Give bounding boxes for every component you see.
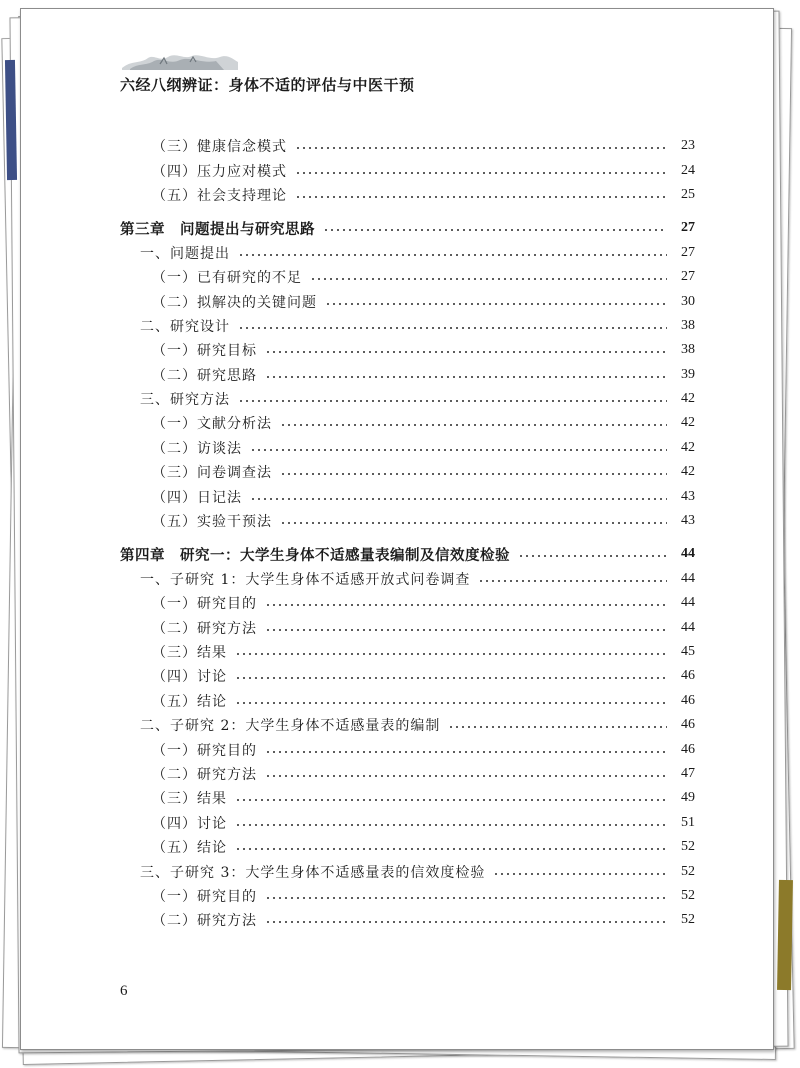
toc-subsection-entry xyxy=(120,183,695,207)
toc-section-entry xyxy=(120,567,695,591)
toc-entry-page-number: 47 xyxy=(681,765,695,781)
toc-entry-page-number: 30 xyxy=(681,293,695,309)
toc-entry-label: （五）社会支持理论 xyxy=(152,187,287,204)
toc-entry-label: （四）日记法 xyxy=(152,489,242,506)
toc-entry-page-number: 42 xyxy=(681,464,695,480)
toc-subsection-entry xyxy=(120,289,695,313)
toc-entry-label: 一、问题提出 xyxy=(140,245,230,262)
toc-entry-label: （二）研究思路 xyxy=(152,367,257,384)
toc-entry-page-number: 46 xyxy=(681,692,695,708)
toc-entry-label: （五）结论 xyxy=(152,693,227,710)
dot-leader xyxy=(235,702,667,704)
toc-subsection-entry xyxy=(120,884,695,908)
toc-subsection-entry xyxy=(120,591,695,615)
book-edge-blue xyxy=(5,60,17,180)
toc-entry-page-number: 52 xyxy=(681,863,695,879)
dot-leader xyxy=(235,799,667,801)
dot-leader xyxy=(265,921,667,923)
toc-entry-label: （一）研究目的 xyxy=(152,596,257,613)
toc-entry-page-number: 52 xyxy=(681,887,695,903)
toc-subsection-entry xyxy=(120,158,695,182)
toc-entry-page-number: 38 xyxy=(681,342,695,358)
toc-entry-page-number: 44 xyxy=(681,619,695,635)
toc-entry-page-number: 44 xyxy=(681,546,695,562)
toc-entry-page-number: 45 xyxy=(681,644,695,659)
toc-section-entry xyxy=(120,387,695,411)
toc-section-entry xyxy=(120,314,695,338)
toc-section-entry xyxy=(120,241,695,265)
toc-subsection-entry xyxy=(120,689,695,713)
table-of-contents xyxy=(120,134,695,933)
toc-subsection-entry xyxy=(120,835,695,859)
dot-leader xyxy=(235,677,667,679)
toc-subsection-entry xyxy=(120,762,695,786)
toc-section-entry xyxy=(120,859,695,883)
toc-entry-page-number: 43 xyxy=(681,488,695,504)
dot-leader xyxy=(250,449,667,451)
dot-leader xyxy=(265,604,667,606)
toc-subsection-entry xyxy=(120,460,695,484)
running-header-title: 六经八纲辨证：身体不适的评估与中医干预 xyxy=(120,76,415,94)
toc-subsection-entry xyxy=(120,509,695,533)
toc-subsection-entry xyxy=(120,811,695,835)
dot-leader xyxy=(265,751,667,753)
toc-entry-page-number: 38 xyxy=(681,317,695,333)
toc-entry-label: （一）研究目的 xyxy=(152,742,257,759)
dot-leader xyxy=(235,824,667,826)
toc-entry-label: 二、研究设计 xyxy=(140,318,230,335)
toc-entry-label: （三）结果 xyxy=(152,645,227,661)
toc-entry-label: （一）已有研究的不足 xyxy=(152,270,302,287)
dot-leader xyxy=(448,726,667,728)
toc-entry-page-number: 43 xyxy=(681,513,695,529)
book-edge-olive xyxy=(777,880,793,990)
toc-entry-page-number: 52 xyxy=(681,839,695,855)
toc-entry-page-number: 44 xyxy=(681,570,695,586)
toc-subsection-entry xyxy=(120,484,695,508)
dot-leader xyxy=(235,653,667,655)
toc-entry-label: （一）研究目的 xyxy=(152,888,257,905)
toc-entry-page-number: 46 xyxy=(681,668,695,684)
toc-entry-label: （四）压力应对模式 xyxy=(152,163,287,180)
toc-subsection-entry xyxy=(120,363,695,387)
toc-subsection-entry xyxy=(120,737,695,761)
dot-leader xyxy=(265,629,667,631)
toc-entry-label: （三）健康信念模式 xyxy=(152,139,287,156)
page-number: 6 xyxy=(120,983,128,999)
dot-leader xyxy=(238,400,667,402)
dot-leader xyxy=(310,278,667,280)
dot-leader xyxy=(323,229,667,231)
toc-subsection-entry xyxy=(120,908,695,932)
dot-leader xyxy=(280,473,667,475)
toc-section-entry xyxy=(120,713,695,737)
toc-entry-page-number: 27 xyxy=(681,244,695,260)
toc-entry-label: 一、子研究 1：大学生身体不适感开放式问卷调查 xyxy=(140,571,471,588)
toc-entry-page-number: 39 xyxy=(681,366,695,382)
toc-entry-label: （二）访谈法 xyxy=(152,440,242,457)
toc-entry-label: 第三章 问题提出与研究思路 xyxy=(120,220,315,238)
toc-entry-label: （二）研究方法 xyxy=(152,620,257,637)
dot-leader xyxy=(493,873,667,875)
dot-leader xyxy=(250,498,667,500)
toc-entry-label: 二、子研究 2：大学生身体不适感量表的编制 xyxy=(140,718,441,735)
toc-entry-label: （四）讨论 xyxy=(152,815,227,832)
toc-entry-label: （二）研究方法 xyxy=(152,766,257,783)
toc-subsection-entry xyxy=(120,411,695,435)
toc-chapter-entry xyxy=(120,216,695,240)
dot-leader xyxy=(325,303,667,305)
dot-leader xyxy=(265,897,667,899)
toc-entry-label: （三）问卷调查法 xyxy=(152,465,272,482)
dot-leader xyxy=(280,424,667,426)
toc-entry-label: （二）研究方法 xyxy=(152,913,257,930)
toc-entry-label: 第四章 研究一：大学生身体不适感量表编制及信效度检验 xyxy=(120,546,510,564)
toc-entry-label: （三）结果 xyxy=(152,791,227,808)
toc-entry-label: （四）讨论 xyxy=(152,669,227,686)
dot-leader xyxy=(518,555,667,557)
dot-leader xyxy=(235,848,667,850)
toc-entry-page-number: 42 xyxy=(681,415,695,431)
toc-entry-page-number: 51 xyxy=(681,814,695,830)
toc-subsection-entry xyxy=(120,436,695,460)
dot-leader xyxy=(478,580,667,582)
toc-subsection-entry xyxy=(120,786,695,810)
dot-leader xyxy=(238,254,667,256)
toc-entry-page-number: 25 xyxy=(681,186,695,202)
toc-entry-label: 三、子研究 3：大学生身体不适感量表的信效度检验 xyxy=(140,864,486,881)
toc-subsection-entry xyxy=(120,265,695,289)
toc-entry-page-number: 42 xyxy=(681,391,695,407)
dot-leader xyxy=(265,351,667,353)
toc-chapter-entry xyxy=(120,542,695,566)
toc-entry-label: （二）拟解决的关键问题 xyxy=(152,294,317,311)
dot-leader xyxy=(295,196,667,198)
dot-leader xyxy=(238,327,667,329)
dot-leader xyxy=(265,775,667,777)
toc-subsection-entry xyxy=(120,134,695,158)
dot-leader xyxy=(295,147,667,149)
toc-subsection-entry xyxy=(120,664,695,688)
toc-entry-page-number: 46 xyxy=(681,741,695,757)
dot-leader xyxy=(265,376,667,378)
toc-entry-label: （五）实验干预法 xyxy=(152,514,272,531)
toc-entry-page-number: 27 xyxy=(681,269,695,285)
toc-entry-page-number: 52 xyxy=(681,912,695,928)
toc-entry-page-number: 46 xyxy=(681,717,695,733)
toc-entry-page-number: 27 xyxy=(681,220,695,236)
toc-entry-page-number: 42 xyxy=(681,439,695,455)
toc-entry-label: （一）文献分析法 xyxy=(152,416,272,433)
toc-entry-page-number: 24 xyxy=(681,162,695,178)
ink-wash-decoration-icon xyxy=(120,48,240,74)
toc-entry-page-number: 49 xyxy=(681,790,695,806)
toc-entry-label: （五）结论 xyxy=(152,840,227,857)
toc-entry-label: （一）研究目标 xyxy=(152,343,257,360)
toc-subsection-entry xyxy=(120,615,695,639)
toc-entry-label: 三、研究方法 xyxy=(140,392,230,409)
dot-leader xyxy=(280,522,667,524)
toc-entry-page-number: 44 xyxy=(681,595,695,611)
toc-subsection-entry xyxy=(120,338,695,362)
dot-leader xyxy=(295,172,667,174)
toc-subsection-entry xyxy=(120,640,695,664)
toc-entry-page-number: 23 xyxy=(681,138,695,154)
